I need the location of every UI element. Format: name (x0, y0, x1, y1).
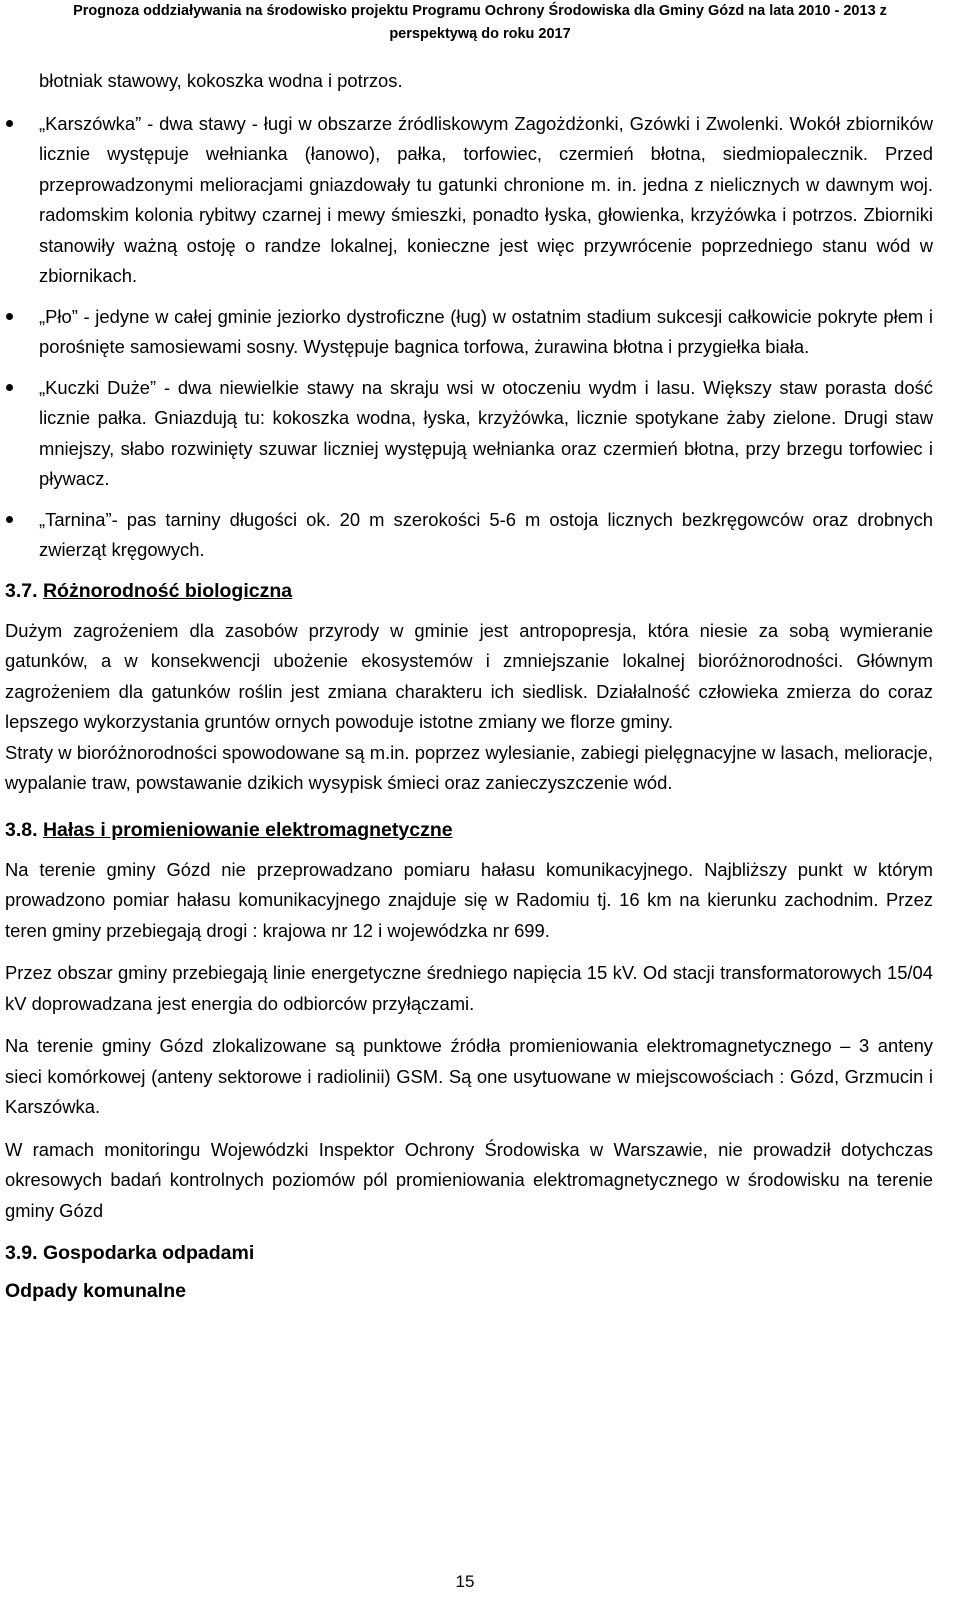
list-continuation-text: błotniak stawowy, kokoszka wodna i potrzos. (39, 70, 403, 91)
paragraph: Przez obszar gminy przebiegają linie energetyczne średniego napięcia 15 kV. Od stacji transformatorowych 15/04 kV doprowadzana jest energia do odbiorców przyłączami. (5, 962, 933, 1014)
list-item-text: „Tarnina”- pas tarniny długości ok. 20 m szerokości 5-6 m ostoja licznych bezkręgowców oraz drobnych zwierząt kręgowych. (39, 508, 933, 560)
bullet-icon (6, 120, 13, 127)
paragraph: Na terenie gminy Gózd nie przeprowadzano pomiaru hałasu komunikacyjnego. Najbliższy punkt w którym prowadzono pomiar hałasu komunikacyjnego znajduje się w Radomiu tj. 16 km na kierunku zachodnim. Przez teren gminy przebiegają drogi : krajowa nr 12 i wojewódzka nr 699. (5, 858, 933, 941)
list-item (5, 373, 933, 495)
document-body (5, 66, 933, 1306)
paragraph: W ramach monitoringu Wojewódzki Inspektor Ochrony Środowiska w Warszawie, nie prowadził dotychczas okresowych badań kontrolnych poziomów pól promieniowania elektromagnetycznego w środowisku na terenie gminy Gózd (5, 1138, 933, 1221)
list-item (5, 109, 933, 292)
section-heading-3-8 (5, 815, 933, 845)
section-heading-3-9: 3.9. Gospodarka odpadami (5, 1242, 255, 1264)
paragraph: Na terenie gminy Gózd zlokalizowane są punktowe źródła promieniowania elektromagnetycznego – 3 anteny sieci komórkowej (anteny sektorowe i radiolinii) GSM. Są one usytuowane w miejscowościach : Gózd, Grzmucin i Karszówka. (5, 1035, 933, 1117)
paragraph: Straty w bioróżnorodności spowodowane są m.in. poprzez wylesianie, zabiegi pielęgnacyjne w lasach, melioracje, wypalanie traw, powstawanie dzikich wysypisk śmieci oraz zanieczyszczenie wód. (5, 741, 933, 793)
section-title: Hałas i promieniowanie elektromagnetyczne (42, 818, 453, 841)
section-heading-3-7 (5, 576, 933, 606)
bullet-icon (6, 516, 13, 523)
list-item-text: „Pło” - jedyne w całej gminie jeziorko dystroficzne (ług) w ostatnim stadium sukcesji całkowicie pokryte płem i porośnięte samosiewami sosny. Występuje bagnica torfowa, żurawina błotna i przygiełka biała. (39, 305, 933, 357)
list-item (5, 302, 933, 363)
section-number: 3.8. (5, 818, 38, 841)
page-number: 15 (455, 1572, 475, 1591)
section-title: Różnorodność biologiczna (42, 579, 293, 602)
bullet-icon (6, 384, 13, 391)
paragraph: Dużym zagrożeniem dla zasobów przyrody w gminie jest antropopresja, która niesie za sobą wymieranie gatunków, a w konsekwencji ubożenie ekosystemów i zmniejszanie lokalnej bioróżnorodności. Głównym zagrożeniem dla gatunków roślin jest zmiana charakteru ich siedlisk. Działalność człowieka zmierza do coraz lepszego wykorzystania gruntów ornych powoduje istotne zmiany we florze gminy. (5, 619, 933, 732)
bullet-icon (6, 313, 13, 320)
running-header (0, 0, 960, 46)
list-item-text: „Kuczki Duże” - dwa niewielkie stawy na skraju wsi w otoczeniu wydm i lasu. Większy staw porasta dość licznie pałka. Gniazdują tu: kokoszka wodna, łyska, krzyżówka, licznie spotykane żaby zielone. Drugi staw mniejszy, słabo rozwinięty szuwar liczniej występują wełnianka oraz czermień błotna, przy brzegu torfowiec i pływacz. (39, 376, 933, 489)
list-item (5, 505, 933, 566)
subsection-heading: Odpady komunalne (5, 1280, 186, 1302)
site-list (5, 109, 933, 566)
list-item-text: „Karszówka” - dwa stawy - ługi w obszarze źródliskowym Zagożdżonki, Gzówki i Zwolenki. Wokół zbiorników licznie występuje wełnianka (łanowo), pałka, torfowiec, czermień błotna, siedmiopalecznik. Przed przeprowadzonymi melioracjami gniazdowały tu gatunki chronione m. in. jedna z nielicznych w dawnym woj. radomskim kolonia rybitwy czarnej i mewy śmieszki, ponadto łyska, głowienka, krzyżówka i potrzos. Zbiorniki stanowiły ważną ostoję o randze lokalnej, konieczne jest więc przywrócenie poprzedniego stanu wód w zbiornikach. (39, 112, 933, 286)
section-number: 3.7. (5, 579, 38, 602)
header-line-2: perspektywą do roku 2017 (389, 26, 571, 42)
header-line-1: Prognoza oddziaływania na środowisko projektu Programu Ochrony Środowiska dla Gminy Gózd na lata 2010 - 2013 z (73, 3, 887, 19)
